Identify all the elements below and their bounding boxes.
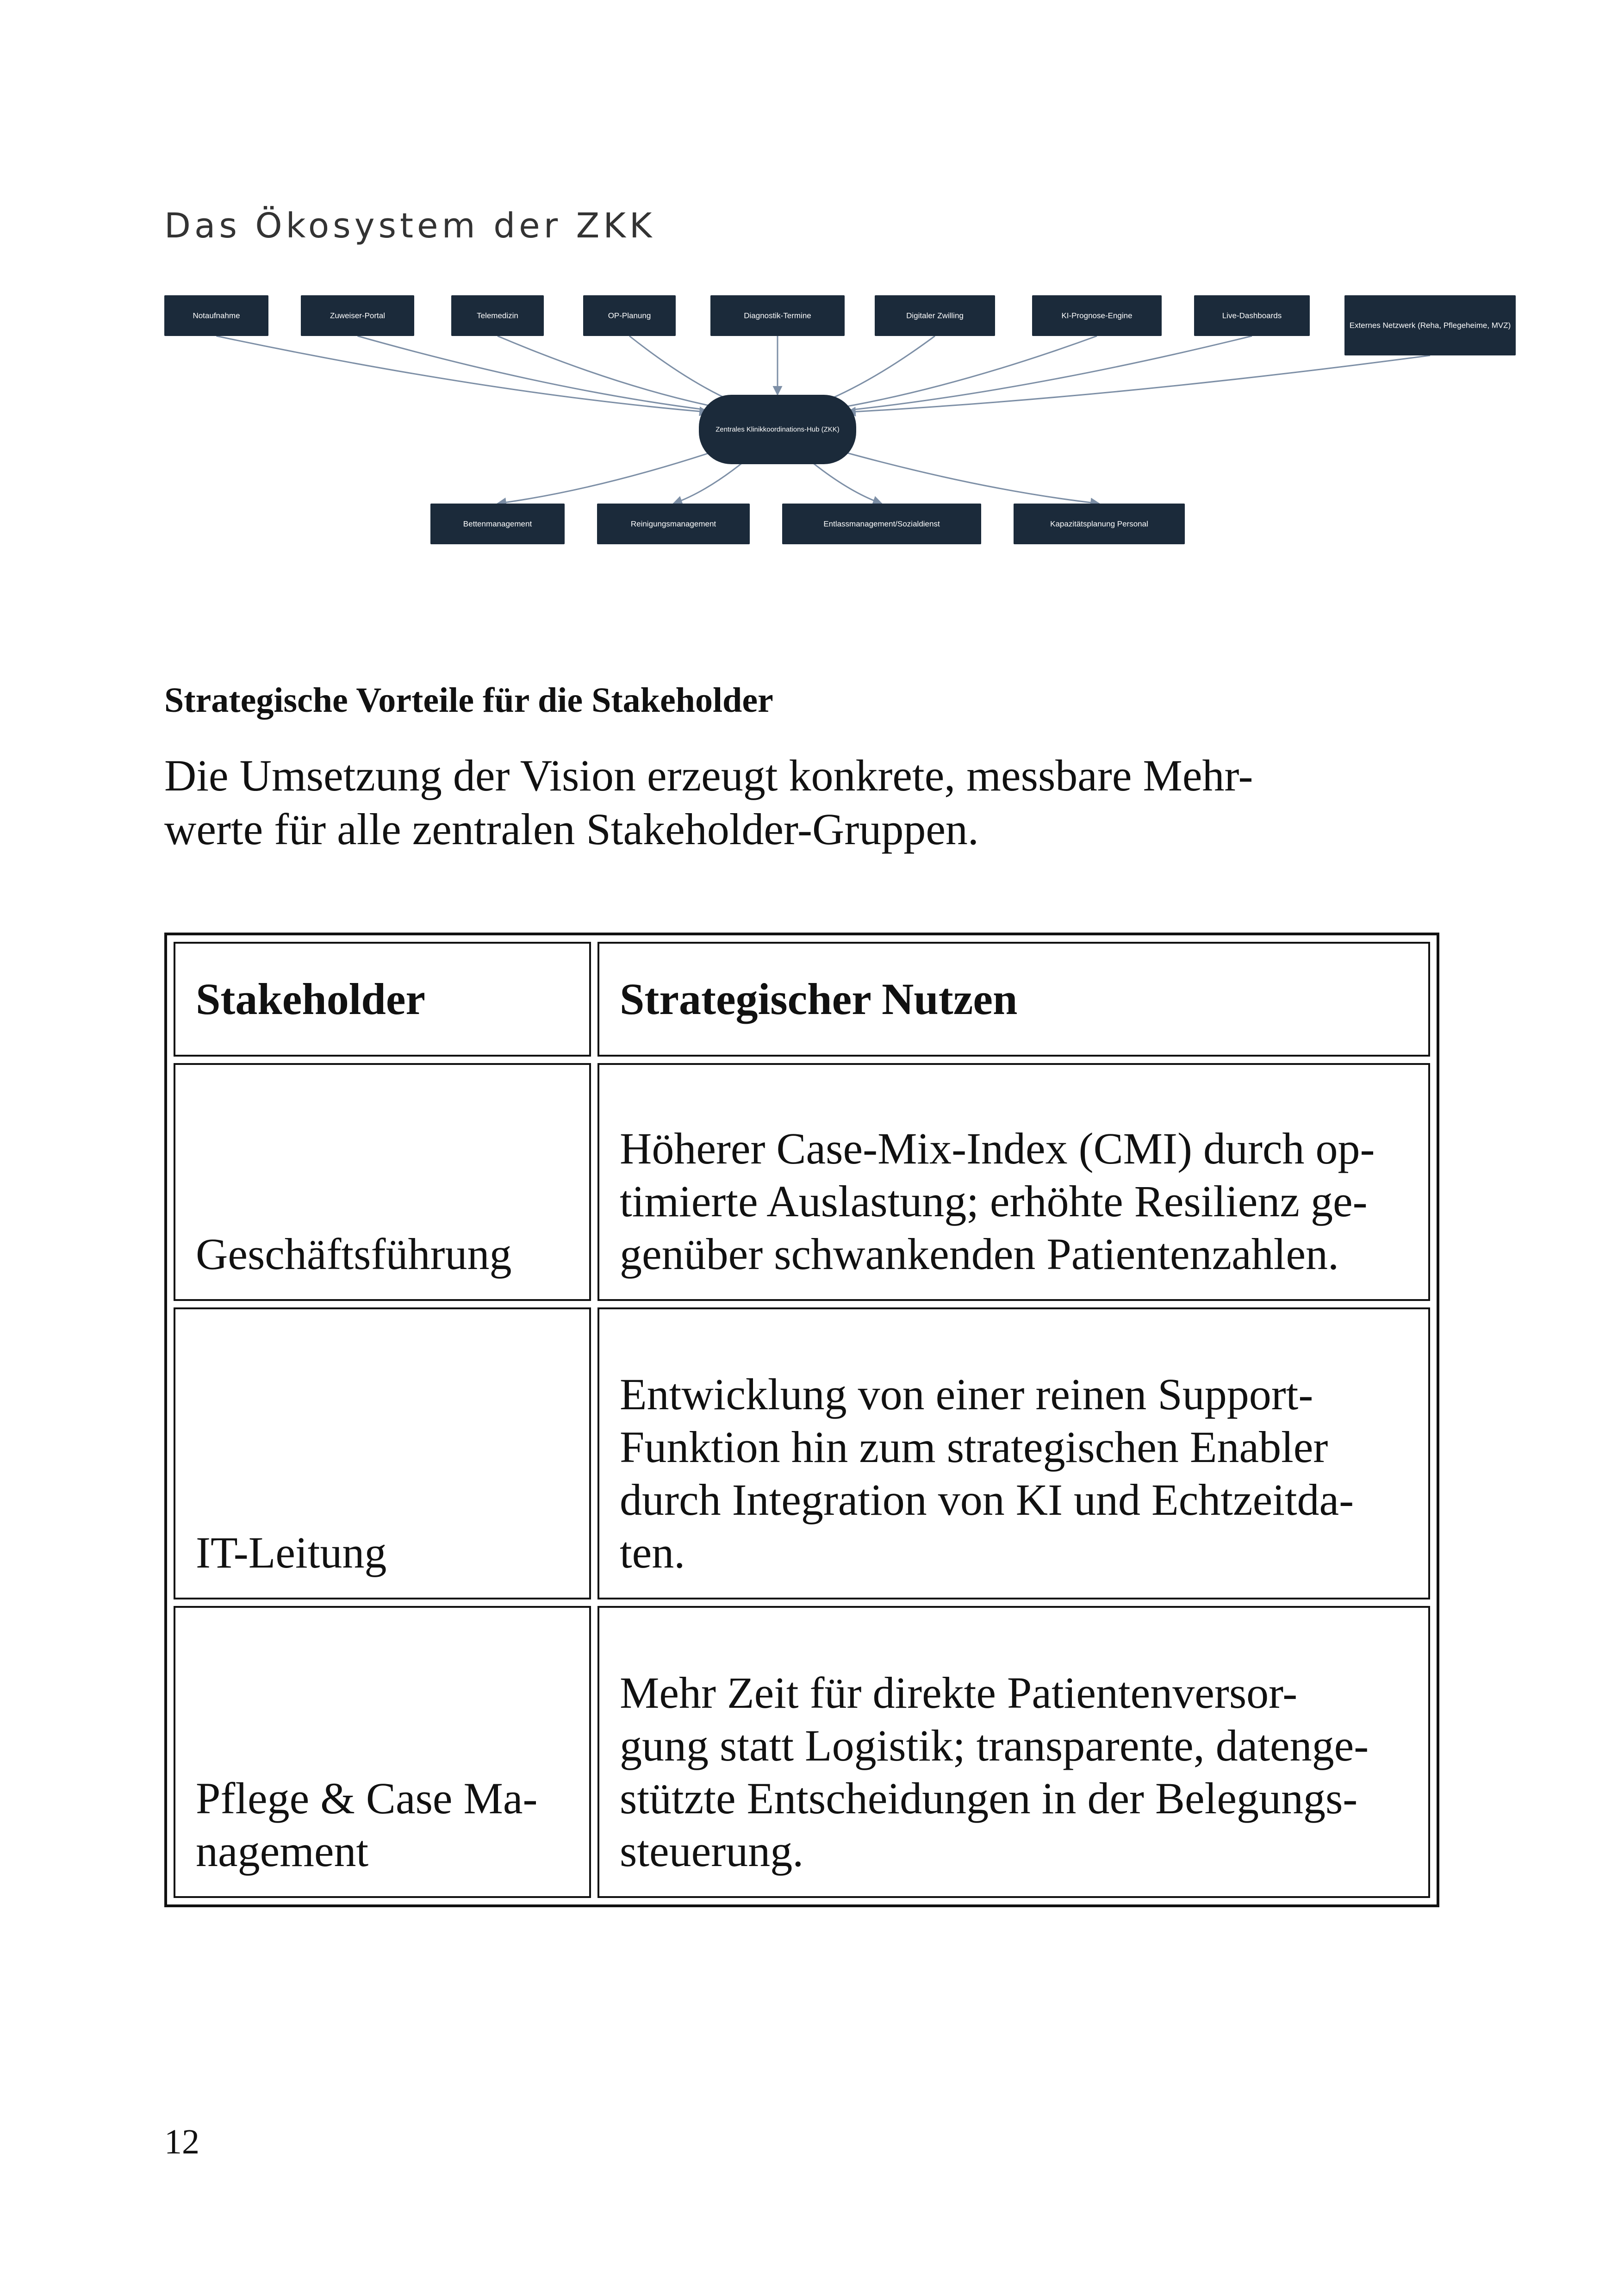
header-stakeholder: Stakeholder: [174, 942, 591, 1057]
page-number: 12: [164, 2122, 199, 2161]
header-benefit: Strategischer Nutzen: [597, 942, 1430, 1057]
diagram-node-label: Zentrales Klinikkoordinations-Hub (ZKK): [716, 425, 840, 434]
diagram-node-label: Telemedizin: [477, 311, 518, 320]
diagram-edge: [830, 336, 1252, 412]
diagram-node: [430, 504, 565, 544]
cell-line: nagement: [196, 1826, 369, 1876]
cell-line: Höherer Case-Mix-Index (CMI) durch op-: [620, 1124, 1375, 1173]
diagram-node-label: Reinigungsmanagement: [630, 519, 716, 529]
diagram-node-label: KI-Prognose-Engine: [1061, 311, 1133, 320]
cell-line: durch Integration von KI und Echtzeitda-: [620, 1475, 1354, 1524]
diagram-node: [782, 504, 981, 544]
benefit-cell: [597, 1307, 1430, 1599]
cell-line: gung statt Logistik; transparente, datenge-: [620, 1721, 1369, 1770]
diagram-node: [597, 504, 750, 544]
cell-line: Funktion hin zum strategischen Enabler: [620, 1422, 1328, 1472]
diagram-node-label: Diagnostik-Termine: [744, 311, 811, 320]
diagram-edge: [498, 450, 717, 504]
table-row: [174, 1063, 1430, 1301]
table-header-row: [174, 942, 1430, 1057]
cell-line: Pflege & Case Ma-: [196, 1773, 538, 1823]
diagram-edge: [847, 355, 1430, 412]
cell-line: Geschäftsführung: [196, 1229, 512, 1279]
diagram-node-label: Zuweiser-Portal: [330, 311, 386, 320]
diagram-node-label: Notaufnahme: [193, 311, 240, 320]
diagram-node-label: Digitaler Zwilling: [906, 311, 964, 320]
diagram-node: [164, 295, 268, 336]
diagram-node-label: OP-Planung: [608, 311, 651, 320]
table-row: [174, 1606, 1430, 1898]
diagram-node-label: Live-Dashboards: [1222, 311, 1282, 320]
diagram-node: [710, 295, 845, 336]
cell-line: timierte Auslastung; erhöhte Resilienz ge-: [620, 1176, 1368, 1226]
diagram-node: [1032, 295, 1162, 336]
diagram-caption: Das Ökosystem der ZKK: [164, 206, 656, 246]
diagram-node: [699, 395, 856, 464]
diagram-node-label: Bettenmanagement: [463, 519, 532, 529]
intro-paragraph: [164, 749, 1377, 856]
diagram-node: [1194, 295, 1310, 336]
diagram-nodes: [164, 295, 1516, 544]
diagram-node: [875, 295, 995, 336]
stakeholder-cell: [174, 1063, 591, 1301]
diagram-node: [1014, 504, 1185, 544]
diagram-edge: [812, 336, 1097, 412]
diagram-edge: [217, 336, 709, 412]
cell-line: IT-Leitung: [196, 1528, 387, 1577]
diagram-node-label: Kapazitätsplanung Personal: [1050, 519, 1148, 529]
ecosystem-diagram: [164, 286, 1516, 545]
cell-line: ten.: [620, 1528, 685, 1577]
diagram-node: [301, 295, 414, 336]
diagram-edge: [498, 336, 743, 412]
cell-line: genüber schwankenden Patientenzahlen.: [620, 1229, 1339, 1279]
table-row: [174, 1307, 1430, 1599]
diagram-node-label: Externes Netzwerk (Reha, Pflegeheime, MVZ): [1349, 321, 1511, 330]
stakeholder-cell: [174, 1307, 591, 1599]
diagram-node: [1344, 295, 1516, 355]
section-heading: Strategische Vorteile für die Stakeholder: [164, 681, 773, 720]
cell-line: Mehr Zeit für direkte Patientenversor-: [620, 1668, 1298, 1717]
cell-line: steuerung.: [620, 1826, 804, 1876]
diagram-node: [451, 295, 544, 336]
benefit-cell: [597, 1606, 1430, 1898]
stakeholder-cell: [174, 1606, 591, 1898]
stakeholder-table: [164, 933, 1439, 1907]
cell-line: stützte Entscheidungen in der Belegungs-: [620, 1773, 1358, 1823]
diagram-node-label: Entlassmanagement/Sozialdienst: [823, 519, 940, 529]
intro-line: werte für alle zentralen Stakeholder-Gruppen.: [164, 804, 979, 854]
intro-line: Die Umsetzung der Vision erzeugt konkrete, messbare Mehr-: [164, 751, 1253, 800]
diagram-node: [583, 295, 676, 336]
benefit-cell: [597, 1063, 1430, 1301]
cell-line: Entwicklung von einer reinen Support-: [620, 1369, 1313, 1419]
diagram-edge: [838, 450, 1099, 504]
